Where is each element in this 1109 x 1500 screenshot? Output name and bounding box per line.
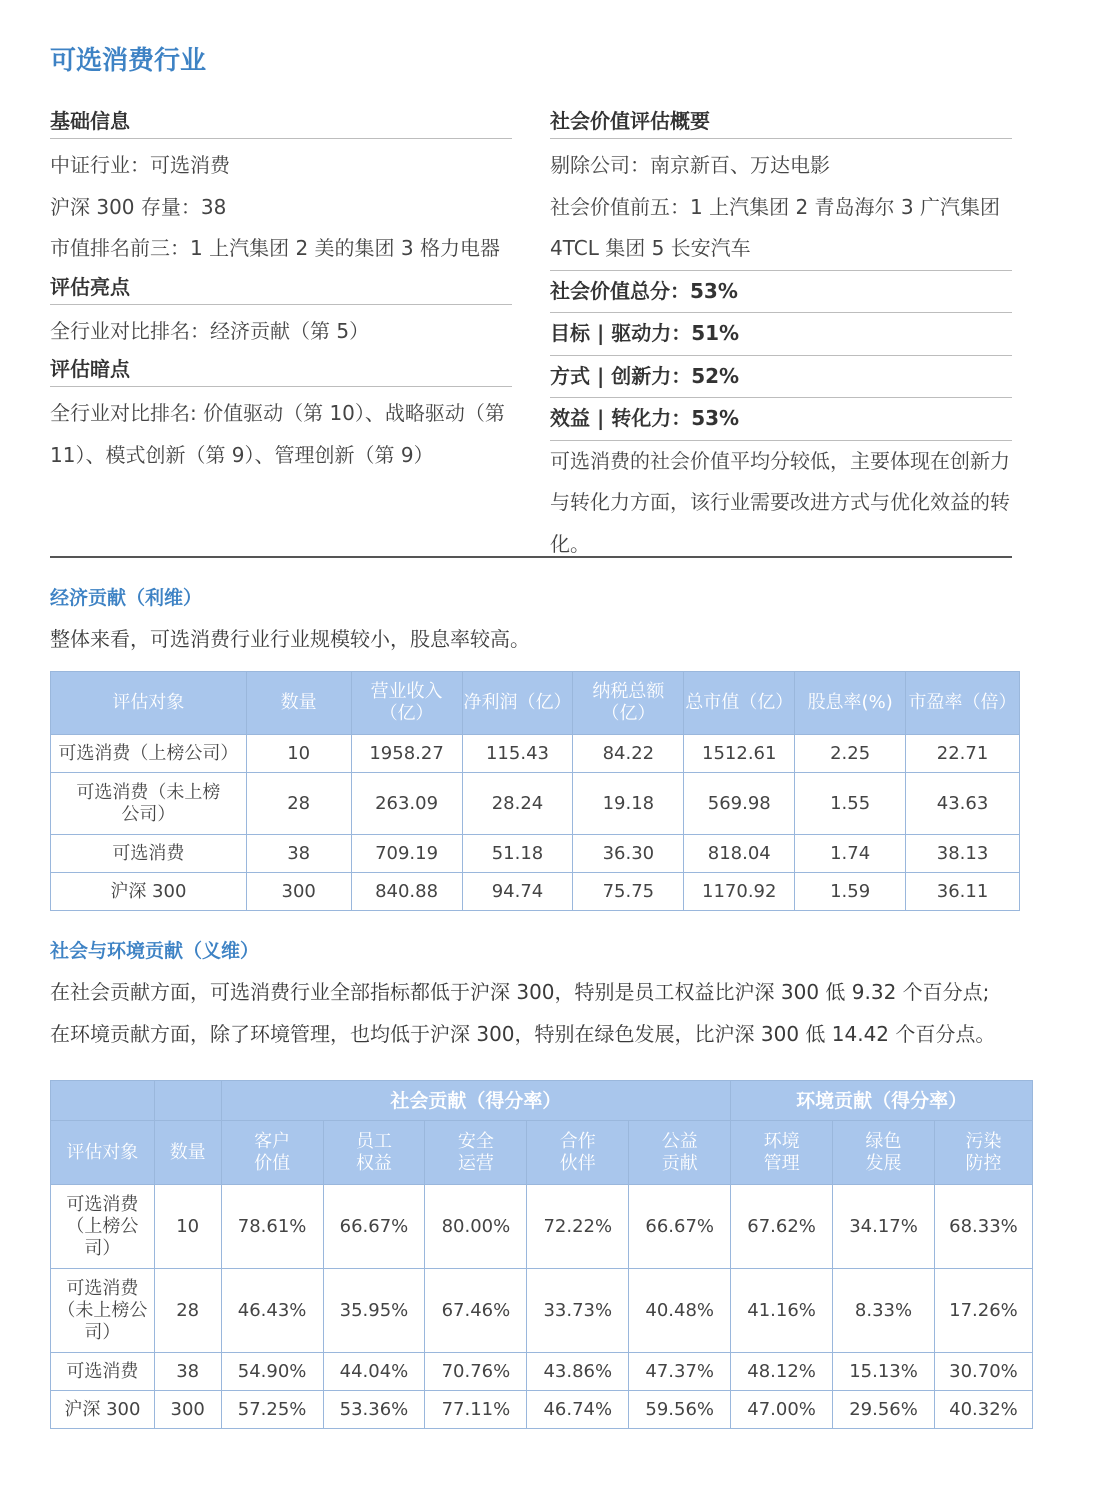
table-cell: 48.12% [731,1353,833,1391]
basic-info-line: 市值排名前三：1 上汽集团 2 美的集团 3 格力电器 [50,236,500,260]
table-cell: 29.56% [833,1391,935,1429]
table-row [51,735,1020,773]
table-cell: 46.74% [527,1391,629,1429]
table-cell: 1.74 [795,835,906,873]
table-row [51,1269,1033,1353]
table-cell: 67.46% [425,1269,527,1353]
table-cell: 可选消费（上榜公司） [51,1185,155,1269]
econ-header: 营业收入（亿） [351,672,462,735]
right-column [550,104,1012,565]
table-cell: 44.04% [323,1353,425,1391]
table-row [51,1391,1033,1429]
table-row [51,835,1020,873]
table-cell: 可选消费 [51,835,247,873]
benefit-score: 效益 | 转化力：53% [550,398,1012,441]
highlights-heading: 评估亮点 [50,270,512,305]
table-cell: 47.37% [629,1353,731,1391]
weak-points-text: 全行业对比排名: 价值驱动（第 10）、战略驱动（第 11）、模式创新（第 9）、管理创新（第 9） [50,401,505,467]
table-cell: 19.18 [573,773,684,835]
table-cell: 263.09 [351,773,462,835]
table-cell: 46.43% [221,1269,323,1353]
econ-table [50,671,1020,911]
table-cell: 67.62% [731,1185,833,1269]
table-cell: 35.95% [323,1269,425,1353]
econ-header: 净利润（亿） [462,672,573,735]
table-cell: 34.17% [833,1185,935,1269]
table-cell: 1.59 [795,873,906,911]
table-cell: 36.11 [906,873,1020,911]
econ-heading: 经济贡献（利维） [50,587,203,609]
page-title: 可选消费行业 [50,46,207,76]
social-header: 污染防控 [934,1121,1032,1185]
table-cell: 300 [246,873,351,911]
econ-header: 市盈率（倍） [906,672,1020,735]
table-cell: 72.22% [527,1185,629,1269]
overview-summary: 可选消费的社会价值平均分较低，主要体现在创新力与转化力方面，该行业需要改进方式与优化效益的转化。 [550,448,1010,556]
table-cell: 51.18 [462,835,573,873]
table-cell: 10 [246,735,351,773]
table-cell: 2.25 [795,735,906,773]
table-cell: 可选消费（未上榜公司） [51,1269,155,1353]
table-cell: 22.71 [906,735,1020,773]
table-cell: 75.75 [573,873,684,911]
table-cell: 818.04 [684,835,795,873]
table-row [51,773,1020,835]
table-cell: 840.88 [351,873,462,911]
highlights-line: 全行业对比排名：经济贡献（第 5） [50,318,370,343]
table-cell: 1170.92 [684,873,795,911]
table-cell: 84.22 [573,735,684,773]
table-cell: 300 [154,1391,221,1429]
table-cell: 43.63 [906,773,1020,835]
table-cell: 68.33% [934,1185,1032,1269]
table-cell: 33.73% [527,1269,629,1353]
social-header: 评估对象 [51,1121,155,1185]
table-cell: 43.86% [527,1353,629,1391]
social-header-row [51,1121,1033,1185]
table-cell: 38 [246,835,351,873]
econ-header-row [51,672,1020,735]
table-cell: 57.25% [221,1391,323,1429]
table-cell: 1958.27 [351,735,462,773]
table-cell: 41.16% [731,1269,833,1353]
table-cell: 709.19 [351,835,462,873]
total-score: 社会价值总分：53% [550,271,1012,314]
social-table [50,1080,1033,1429]
social-heading: 社会与环境贡献（义维） [50,940,260,962]
overview-heading: 社会价值评估概要 [550,104,1012,139]
table-cell: 38 [154,1353,221,1391]
econ-header: 总市值（亿） [684,672,795,735]
table-cell: 沪深 300 [51,1391,155,1429]
left-column [50,104,512,476]
social-header: 员工权益 [323,1121,425,1185]
table-cell: 53.36% [323,1391,425,1429]
social-header: 公益贡献 [629,1121,731,1185]
econ-header: 股息率(%) [795,672,906,735]
econ-header: 数量 [246,672,351,735]
env-text: 在环境贡献方面，除了环境管理，也均低于沪深 300，特别在绿色发展，比沪深 300 低 14.42 个百分点。 [50,1022,996,1046]
table-row [51,1353,1033,1391]
basic-info-line: 中证行业：可选消费 [50,153,230,177]
table-cell: 70.76% [425,1353,527,1391]
table-cell: 47.00% [731,1391,833,1429]
excluded-companies: 剔除公司：南京新百、万达电影 [550,153,830,177]
table-cell: 569.98 [684,773,795,835]
basic-info-heading: 基础信息 [50,104,512,139]
table-cell: 54.90% [221,1353,323,1391]
table-cell: 115.43 [462,735,573,773]
social-header: 环境管理 [731,1121,833,1185]
table-cell: 36.30 [573,835,684,873]
social-text: 在社会贡献方面，可选消费行业全部指标都低于沪深 300，特别是员工权益比沪深 300 低 9.32 个百分点; [50,980,990,1004]
table-cell: 80.00% [425,1185,527,1269]
social-group-header: 社会贡献（得分率） [221,1081,731,1121]
table-row [51,873,1020,911]
table-cell: 66.67% [323,1185,425,1269]
table-cell: 28.24 [462,773,573,835]
econ-header: 评估对象 [51,672,247,735]
section-divider [50,556,1012,558]
goal-score: 目标 | 驱动力：51% [550,313,1012,356]
social-header: 安全运营 [425,1121,527,1185]
table-cell: 40.48% [629,1269,731,1353]
social-header: 数量 [154,1121,221,1185]
table-cell: 可选消费（未上榜公司） [51,773,247,835]
env-group-header: 环境贡献（得分率） [731,1081,1033,1121]
blank-header-cell [154,1081,221,1121]
table-cell: 17.26% [934,1269,1032,1353]
table-cell: 沪深 300 [51,873,247,911]
table-cell: 77.11% [425,1391,527,1429]
table-cell: 可选消费 [51,1353,155,1391]
table-cell: 15.13% [833,1353,935,1391]
table-row [51,1185,1033,1269]
basic-info-line: 沪深 300 存量：38 [50,194,227,219]
econ-header: 纳税总额（亿） [573,672,684,735]
social-header: 客户价值 [221,1121,323,1185]
weak-points-heading: 评估暗点 [50,352,512,387]
table-cell: 1512.61 [684,735,795,773]
social-group-row [51,1081,1033,1121]
table-cell: 78.61% [221,1185,323,1269]
table-cell: 1.55 [795,773,906,835]
top-five: 社会价值前五：1 上汽集团 2 青岛海尔 3 广汽集团 4TCL 集团 5 长安汽车 [550,187,1012,271]
table-cell: 30.70% [934,1353,1032,1391]
social-header: 绿色发展 [833,1121,935,1185]
table-cell: 66.67% [629,1185,731,1269]
econ-text: 整体来看，可选消费行业行业规模较小，股息率较高。 [50,627,530,651]
table-cell: 28 [246,773,351,835]
blank-header-cell [51,1081,155,1121]
social-header: 合作伙伴 [527,1121,629,1185]
table-cell: 可选消费（上榜公司） [51,735,247,773]
table-cell: 94.74 [462,873,573,911]
table-cell: 38.13 [906,835,1020,873]
table-cell: 28 [154,1269,221,1353]
method-score: 方式 | 创新力：52% [550,356,1012,399]
table-cell: 10 [154,1185,221,1269]
table-cell: 40.32% [934,1391,1032,1429]
table-cell: 8.33% [833,1269,935,1353]
table-cell: 59.56% [629,1391,731,1429]
